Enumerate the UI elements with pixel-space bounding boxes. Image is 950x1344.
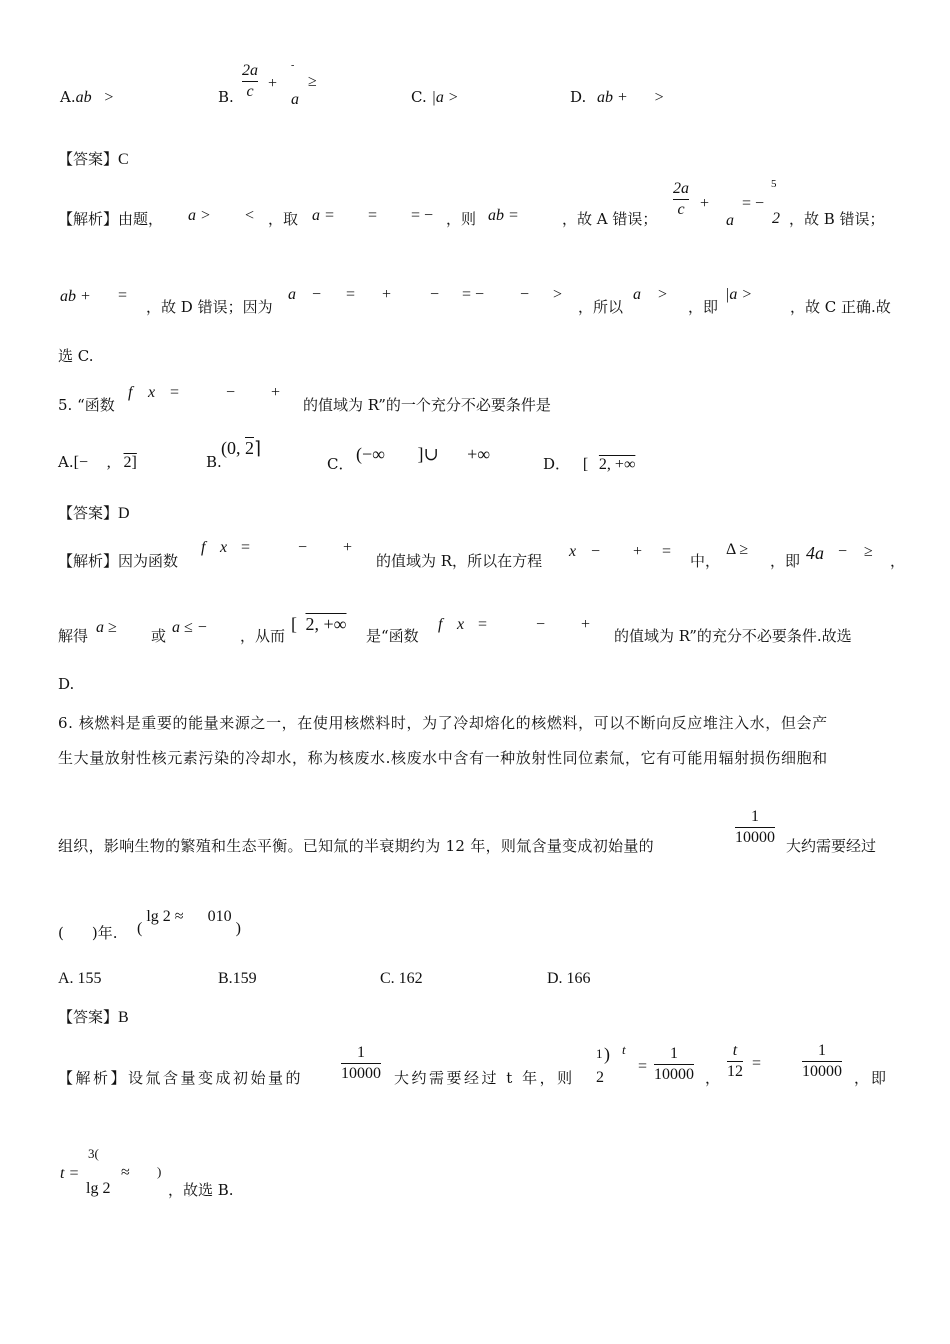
math: > <box>658 286 668 303</box>
math: − <box>591 543 601 560</box>
text: 中， <box>690 552 721 570</box>
math: 2 <box>596 1069 604 1086</box>
frac-den: c <box>246 83 254 100</box>
math: − <box>430 286 440 303</box>
frac-num: 1 <box>751 808 759 825</box>
q6-stem-fraction <box>735 808 775 847</box>
text: )年. <box>91 924 118 942</box>
math: + <box>343 539 353 556</box>
math: − <box>226 384 236 401</box>
q5-stem-post: 的值域为 R”的一个充分不必要条件是 <box>303 396 551 414</box>
frac-den: 12 <box>727 1063 743 1080</box>
math: a > <box>188 207 211 224</box>
q6-hint <box>137 908 241 937</box>
q4-option-b <box>218 88 234 106</box>
text: ，从而 <box>240 627 286 645</box>
q6-analysis-fraction-3 <box>727 1042 743 1081</box>
q5-option-a <box>58 453 137 472</box>
math: = <box>368 207 378 224</box>
math: +∞ <box>467 444 491 464</box>
analysis-tag: 【解析】 <box>58 1069 129 1087</box>
frac-bar <box>727 1061 743 1062</box>
answer-value: C <box>118 151 129 168</box>
frac-den: 10000 <box>735 829 775 846</box>
frac-bar <box>802 1061 842 1062</box>
math-root: 2, +∞ <box>598 456 636 473</box>
q4-option-d <box>570 88 664 107</box>
math: > <box>553 286 563 303</box>
frac-num: 1 <box>357 1044 365 1061</box>
blank-open: ( <box>58 924 64 942</box>
q6-analysis-fraction-1 <box>341 1044 381 1083</box>
q4-option-a <box>60 88 113 107</box>
q6-analysis-fraction-2 <box>654 1045 694 1084</box>
q6-option-b: B.159 <box>218 970 257 987</box>
math-root: 2, +∞ <box>305 614 347 634</box>
text: 因为函数 <box>118 552 179 570</box>
math: a ≤ − <box>172 619 208 636</box>
text: ， <box>890 552 906 570</box>
math: + <box>633 543 643 560</box>
frac-bar <box>242 81 258 82</box>
option-label: C. <box>411 88 427 106</box>
q4-analysis-line1 <box>58 208 163 229</box>
text: 是“函数 <box>366 627 419 645</box>
math: x <box>457 616 465 633</box>
frac-bar <box>673 199 689 200</box>
text: 大约需要经过 t 年，则 <box>394 1069 575 1087</box>
q6-analysis-fraction-4 <box>802 1042 842 1081</box>
option-label: D． <box>543 455 571 473</box>
math: lg 2 ≈ <box>146 908 184 925</box>
q4-option-b-fraction <box>242 62 258 101</box>
text: ，故选 B. <box>168 1181 234 1199</box>
answer-tag: 【答案】 <box>58 1008 119 1026</box>
q4-option-b-plus: + <box>268 75 278 92</box>
analysis-tag: 【解析】 <box>58 210 119 228</box>
math: = − <box>742 195 765 212</box>
math: − <box>520 286 530 303</box>
math: − <box>312 286 322 303</box>
q5-option-c-expr <box>356 444 490 465</box>
frac-bar <box>341 1063 381 1064</box>
text: ，则 <box>446 210 477 228</box>
math: [ <box>291 614 297 634</box>
answer-tag: 【答案】 <box>58 150 119 168</box>
q6-stem-line3-pre: 组织，影响生物的繁殖和生态平衡。已知氚的半衰期约为 12 年，则氚含量变成初始量的 <box>58 837 654 855</box>
q6-option-c: C. 162 <box>380 970 423 987</box>
math-rel: > <box>448 89 458 106</box>
math: < <box>245 207 255 224</box>
paren-icon: ) <box>604 1044 610 1064</box>
math: ab = <box>488 207 519 224</box>
q5-option-b-expr <box>221 438 261 459</box>
math: [ <box>582 456 589 473</box>
math: 1 <box>596 1046 603 1061</box>
math: − <box>838 543 848 560</box>
option-label: A. <box>58 453 74 471</box>
analysis-tag: 【解析】 <box>58 552 119 570</box>
text: 的值域为 R”的充分不必要条件.故选 <box>614 627 852 645</box>
math-root: 2 <box>245 438 254 458</box>
q6-stem-line2: 生大量放射性核元素污染的冷却水，称为核废水.核废水中含有一种放射性同位素氚，它有可能用辐射损伤细胞和 <box>58 749 828 767</box>
math: 4a <box>806 543 824 563</box>
math: f <box>438 616 443 633</box>
math: + <box>382 286 392 303</box>
q6-stem-line1: 6. 核燃料是重要的能量来源之一，在使用核燃料时，为了冷却熔化的核燃料，可以不断向反应堆注入水，但会产 <box>58 714 828 732</box>
math: = <box>118 287 128 304</box>
q5-stem-pre: 5. “函数 <box>58 396 115 414</box>
math: = <box>478 616 488 633</box>
math: = <box>752 1055 762 1072</box>
math: ≥ <box>864 543 873 560</box>
q5-option-b <box>206 453 222 471</box>
math: + <box>581 616 591 633</box>
frac-num: 1 <box>818 1042 826 1059</box>
option-label: B. <box>206 453 222 471</box>
text: ，即 <box>770 552 801 570</box>
paren: ( <box>137 920 143 937</box>
frac-den: 10000 <box>802 1063 842 1080</box>
q5-analysis-line1 <box>58 550 178 571</box>
math: Δ ≥ <box>726 541 749 558</box>
q6-answer <box>58 1006 129 1027</box>
text: ，所以 <box>578 298 624 316</box>
math: 010 <box>207 908 232 925</box>
math: x <box>569 543 577 560</box>
math: = − <box>411 207 434 224</box>
frac-bar <box>735 827 775 828</box>
text: ，即 <box>688 298 719 316</box>
paren: ) <box>235 920 241 937</box>
frac-num: 2a <box>242 62 258 79</box>
math: = <box>346 286 356 303</box>
math: + <box>271 384 281 401</box>
math: ab + <box>60 288 91 305</box>
text: ， <box>705 1069 721 1087</box>
math: [− <box>73 454 88 471</box>
math: a <box>288 286 296 303</box>
text: 设氚含量变成初始量的 <box>128 1069 304 1087</box>
q6-analysis-line1 <box>58 1067 303 1088</box>
math-expr: |a <box>431 89 444 106</box>
q4-analysis-line3: 选 C. <box>58 347 94 365</box>
q5-answer <box>58 502 130 523</box>
math-rel: > <box>654 89 664 106</box>
math: ) <box>157 1164 162 1179</box>
math-root: 2] <box>123 454 137 471</box>
math: x <box>220 539 228 556</box>
q5-option-d <box>543 453 635 474</box>
q5-analysis-line3: D. <box>58 675 75 693</box>
text: 或 <box>151 627 167 645</box>
math: (0, <box>221 438 241 458</box>
frac-den: 10000 <box>341 1065 381 1082</box>
q4-answer <box>58 148 129 169</box>
math: ≈ <box>121 1164 130 1181</box>
math: t <box>622 1042 626 1057</box>
math: 2 <box>772 210 780 227</box>
answer-value: D <box>118 505 130 522</box>
math: = <box>638 1058 648 1075</box>
math: = <box>241 539 251 556</box>
math: a <box>633 286 641 303</box>
frac-num: 2a <box>673 180 689 197</box>
q5-option-c <box>327 453 353 474</box>
q6-stem-line4 <box>58 922 117 943</box>
math: − <box>536 616 546 633</box>
math: a <box>726 212 734 229</box>
answer-tag: 【答案】 <box>58 504 119 522</box>
text: ，故 A 错误； <box>562 210 658 228</box>
q4-option-c <box>411 88 458 107</box>
text: 解得 <box>58 627 89 645</box>
q6-option-d: D. 166 <box>547 970 591 987</box>
math: 5 <box>771 178 777 190</box>
math: 3( <box>88 1146 99 1161</box>
math: t = <box>60 1165 80 1182</box>
math-rel: > <box>104 89 114 106</box>
text: ，即 <box>854 1069 889 1087</box>
math: , <box>106 454 111 471</box>
math: = <box>170 384 180 401</box>
math: (−∞ <box>356 444 385 464</box>
text: ，故 D 错误；因为 <box>146 298 273 316</box>
math: lg 2 <box>86 1180 111 1197</box>
bracket: ⌉ <box>254 438 262 458</box>
math: a = <box>312 207 335 224</box>
q5-analysis-interval <box>291 614 346 635</box>
option-label: D. <box>570 88 587 106</box>
text: ，取 <box>268 210 299 228</box>
math: = <box>662 543 672 560</box>
text: 的值域为 R，所以在方程 <box>376 552 543 570</box>
q4-option-b-sup: - <box>291 60 295 71</box>
math-expr: ab + <box>597 89 628 106</box>
math: ]∪ <box>417 444 439 464</box>
text: ，故 C 正确.故 <box>790 298 891 316</box>
q6-stem-line3-post: 大约需要经过 <box>786 837 877 855</box>
option-label: C． <box>327 455 354 473</box>
q6-option-a: A. 155 <box>58 970 102 987</box>
q4-option-b-rel: ≥ <box>308 73 317 90</box>
math: + <box>700 195 710 212</box>
frac-den: c <box>677 201 685 218</box>
math-expr: ab <box>75 89 92 106</box>
option-label: B. <box>218 88 234 106</box>
option-label: A. <box>60 88 76 106</box>
math: f <box>128 384 133 401</box>
math: − <box>298 539 308 556</box>
answer-value: B <box>118 1009 129 1026</box>
math: x <box>148 384 156 401</box>
text: 由题， <box>118 210 164 228</box>
frac-den: 10000 <box>654 1066 694 1083</box>
q4-analysis-fraction <box>673 180 689 219</box>
math: a ≥ <box>96 619 117 636</box>
math: f <box>201 539 206 556</box>
frac-num: 1 <box>670 1045 678 1062</box>
q4-option-b-den2: a <box>291 91 299 108</box>
frac-bar <box>654 1064 694 1065</box>
math: = − <box>462 286 485 303</box>
math: |a > <box>725 286 753 303</box>
text: ，故 B 错误； <box>789 210 885 228</box>
frac-num: t <box>732 1042 738 1059</box>
